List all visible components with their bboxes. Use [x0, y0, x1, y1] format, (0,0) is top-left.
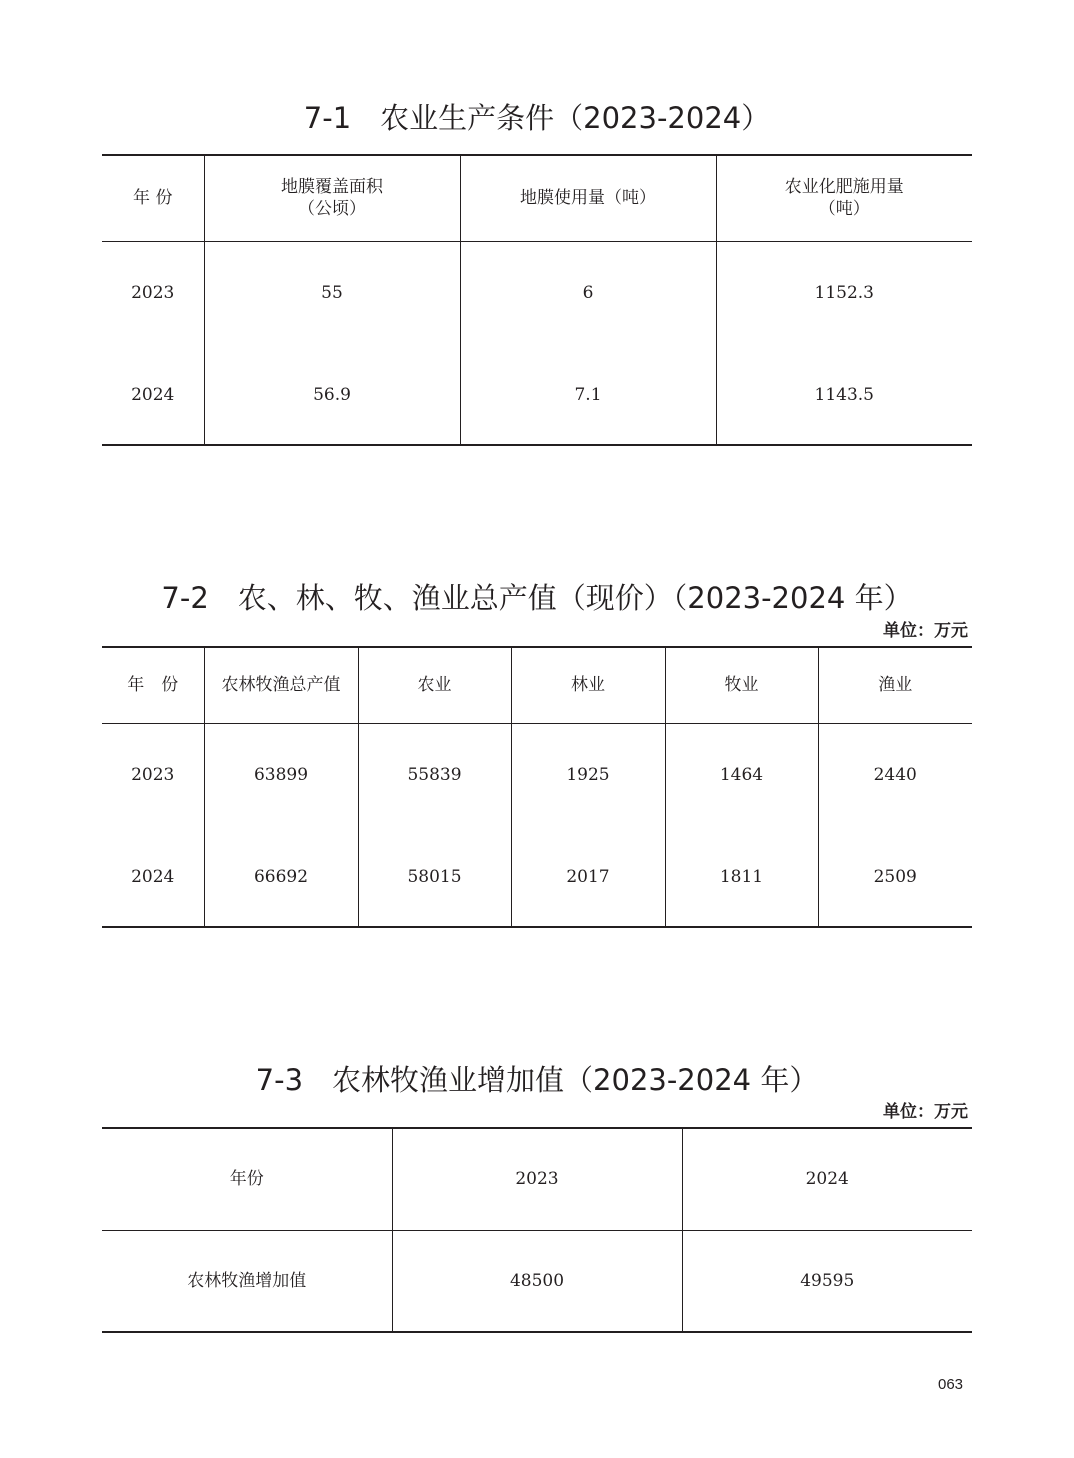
- header-year: 年 份: [133, 188, 173, 209]
- table-gross-output: [102, 646, 972, 928]
- cell: 2017: [511, 827, 665, 927]
- header-total: 农林牧渔总产值: [204, 647, 358, 723]
- table-agricultural-conditions: [102, 154, 972, 446]
- header-fertilizer-label: 农业化肥施用量 （吨）: [784, 177, 904, 220]
- cell: 2024: [131, 866, 175, 887]
- cell: 55: [204, 241, 460, 345]
- header-year: 年份: [229, 1169, 264, 1190]
- cell: 6: [460, 241, 716, 345]
- cell: 1925: [511, 723, 665, 827]
- header-film-area-label: 地膜覆盖面积 （公顷）: [281, 177, 383, 220]
- cell: 1464: [665, 723, 818, 827]
- cell: 7.1: [460, 345, 716, 445]
- page-number: 063: [938, 1376, 964, 1393]
- table2-unit: 单位：万元: [883, 621, 968, 641]
- cell: 2023: [131, 283, 175, 304]
- header-film-usage: 地膜使用量（吨）: [460, 155, 716, 241]
- table-value-added: [102, 1127, 972, 1333]
- table-row: [102, 345, 972, 445]
- cell: 63899: [204, 723, 358, 827]
- cell: 58015: [358, 827, 511, 927]
- table2-title: 7-2 农、林、牧、渔业总产值（现价）（2023-2024 年）: [161, 581, 913, 615]
- cell: 66692: [204, 827, 358, 927]
- table-row: [102, 1230, 972, 1332]
- header-2024: 2024: [682, 1128, 972, 1230]
- cell: 1811: [665, 827, 818, 927]
- header-2023: 2023: [392, 1128, 682, 1230]
- header-fertilizer: [716, 155, 972, 241]
- cell: 55839: [358, 723, 511, 827]
- header-husbandry: 牧业: [665, 647, 818, 723]
- cell: 农林牧渔增加值: [187, 1270, 307, 1291]
- table1-title: 7-1 农业生产条件（2023-2024）: [303, 101, 771, 135]
- header-forestry: 林业: [511, 647, 665, 723]
- cell: 2023: [131, 765, 175, 786]
- cell: 1143.5: [716, 345, 972, 445]
- cell: 1152.3: [716, 241, 972, 345]
- cell: 2440: [818, 723, 972, 827]
- header-year: 年 份: [127, 675, 179, 696]
- table3-title: 7-3 农林牧渔业增加值（2023-2024 年）: [255, 1063, 819, 1097]
- table-row: [102, 827, 972, 927]
- cell: 2509: [818, 827, 972, 927]
- table3-unit: 单位：万元: [883, 1102, 968, 1122]
- header-agriculture: 农业: [358, 647, 511, 723]
- cell: 49595: [682, 1230, 972, 1332]
- header-fishery: 渔业: [818, 647, 972, 723]
- cell: 48500: [392, 1230, 682, 1332]
- cell: 56.9: [204, 345, 460, 445]
- cell: 2024: [131, 384, 175, 405]
- table-row: [102, 723, 972, 827]
- header-film-area: [204, 155, 460, 241]
- table-row: [102, 241, 972, 345]
